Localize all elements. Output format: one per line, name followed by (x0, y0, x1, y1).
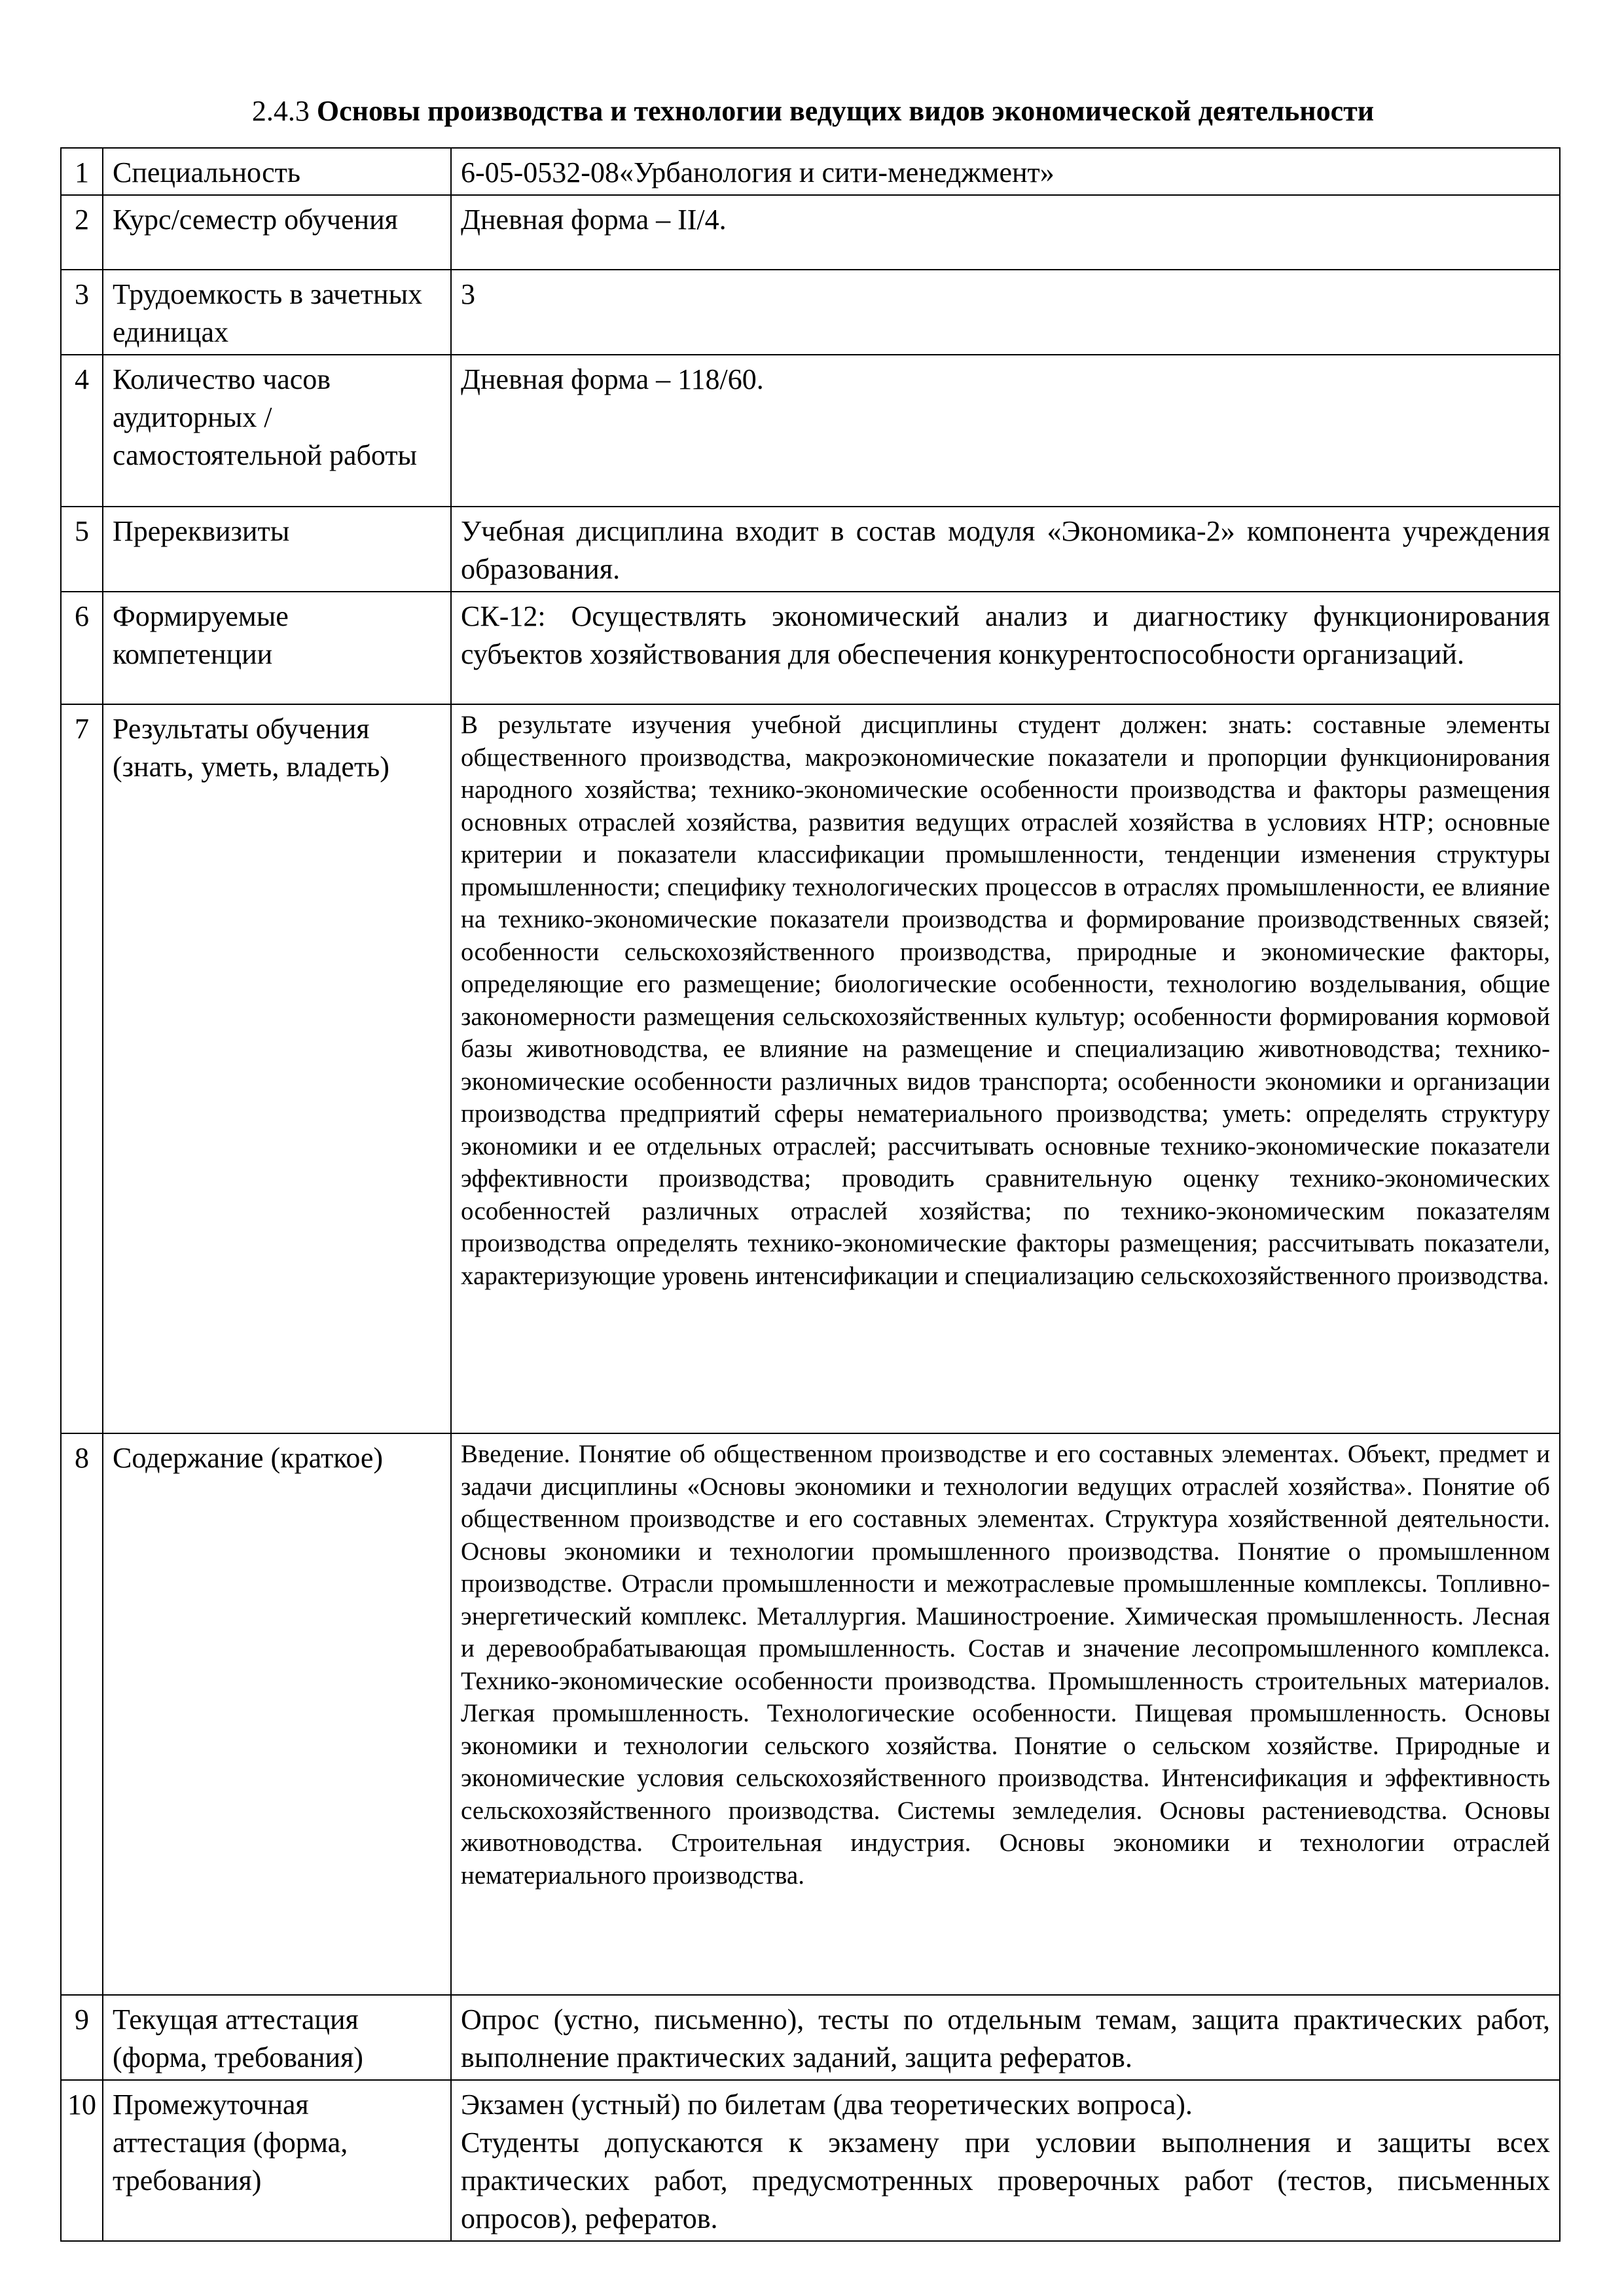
row-label: Трудоемкость в зачетных единицах (103, 270, 451, 355)
row-value: 6-05-0532-08«Урбанология и сити-менеджмент» (451, 148, 1560, 195)
table-row (61, 355, 1560, 507)
table-row (61, 195, 1560, 270)
row-label: Результаты обучения (знать, уметь, владеть) (103, 704, 451, 1433)
row-label: Специальность (103, 148, 451, 195)
table-row (61, 507, 1560, 592)
row-label: Текущая аттестация (форма, требования) (103, 1995, 451, 2080)
table-row (61, 592, 1560, 704)
row-number: 9 (61, 1995, 103, 2080)
row-number: 5 (61, 507, 103, 592)
row-value: Дневная форма – II/4. (451, 195, 1560, 270)
row-number: 6 (61, 592, 103, 704)
row-value: Дневная форма – 118/60. (451, 355, 1560, 507)
row-number: 2 (61, 195, 103, 270)
row-number: 3 (61, 270, 103, 355)
row-label: Пререквизиты (103, 507, 451, 592)
table-row (61, 270, 1560, 355)
row-value-line: Экзамен (устный) по билетам (два теоретических вопроса). (461, 2089, 1193, 2121)
row-value-line: Студенты допускаются к экзамену при условии выполнения и защиты всех практических работ, предусмотренных проверочных работ (тестов, письменных опросов), рефератов. (461, 2126, 1550, 2234)
row-label: Формируемые компетенции (103, 592, 451, 704)
discipline-table (60, 147, 1561, 2242)
row-number: 8 (61, 1433, 103, 1995)
row-label: Количество часов аудиторных / самостоятельной работы (103, 355, 451, 507)
section-number: 2.4.3 (251, 95, 310, 127)
row-number: 10 (61, 2080, 103, 2241)
section-title: Основы производства и технологии ведущих видов экономической деятельности (316, 95, 1375, 127)
row-value: Введение. Понятие об общественном производстве и его составных элементах. Объект, предмет и задачи дисциплины «Основы экономики и технологии ведущих отраслей хозяйства». Понятие об общественном производстве и его составных элементах. Структура хозяйственной деятельности. Основы экономики и технологии промышленного производства. Понятие о промышленном производстве. Отрасли промышленности и межотраслевые промышленные комплексы. Топливно-энергетический комплекс. Металлургия. Машиностроение. Химическая промышленность. Лесная и деревообрабатывающая промышленность. Состав и значение лесопромышленного комплекса. Технико-экономические особенности производства. Промышленность строительных материалов. Легкая промышленность. Технологические особенности. Пищевая промышленность. Основы экономики и технологии сельского хозяйства. Понятие о сельском хозяйстве. Природные и экономические условия сельскохозяйственного производства. Интенсификация и эффективность сельскохозяйственного производства. Системы земледелия. Основы растениеводства. Основы животноводства. Строительная индустрия. Основы экономики и технологии отраслей нематериального производства. (451, 1433, 1560, 1995)
row-value (451, 2080, 1560, 2241)
row-number: 1 (61, 148, 103, 195)
row-number: 7 (61, 704, 103, 1433)
table-row (61, 1433, 1560, 1995)
section-heading (60, 92, 1566, 131)
row-value: В результате изучения учебной дисциплины студент должен: знать: составные элементы общественного производства, макроэкономические показатели и пропорции функционирования народного хозяйства; технико-экономические особенности производства и факторы размещения основных отраслей хозяйства, развития ведущих отраслей хозяйства в условиях НТР; основные критерии и показатели классификации промышленности, тенденции изменения структуры промышленности; специфику технологических процессов в отраслях промышленности, ее влияние на технико-экономические показатели производства и формирование производственных связей; особенности сельскохозяйственного производства, природные и экономические факторы, определяющие его размещение; биологические особенности, технологию возделывания, общие закономерности размещения сельскохозяйственных культур; особенности формирования кормовой базы животноводства, ее влияние на размещение и специализацию животноводства; технико-экономические особенности различных видов транспорта; особенности экономики и организации производства предприятий сферы нематериального производства; уметь: определять структуру экономики и ее отдельных отраслей; рассчитывать основные технико-экономические показатели эффективности производства; проводить сравнительную оценку технико-экономических особенностей различных отраслей хозяйства; по технико-экономическим показателям производства определять технико-экономические факторы размещения; рассчитывать показатели, характеризующие уровень интенсификации и специализацию сельскохозяйственного производства. (451, 704, 1560, 1433)
row-value: 3 (451, 270, 1560, 355)
row-label: Содержание (краткое) (103, 1433, 451, 1995)
row-label: Промежуточная аттестация (форма, требования) (103, 2080, 451, 2241)
row-value: Опрос (устно, письменно), тесты по отдельным темам, защита практических работ, выполнение практических заданий, защита рефератов. (451, 1995, 1560, 2080)
table-row (61, 148, 1560, 195)
table-row (61, 2080, 1560, 2241)
row-value: Учебная дисциплина входит в состав модуля «Экономика-2» компонента учреждения образования. (451, 507, 1560, 592)
table-row (61, 704, 1560, 1433)
row-value: СК-12: Осуществлять экономический анализ и диагностику функционирования субъектов хозяйствования для обеспечения конкурентоспособности организаций. (451, 592, 1560, 704)
row-label: Курс/семестр обучения (103, 195, 451, 270)
row-number: 4 (61, 355, 103, 507)
table-row (61, 1995, 1560, 2080)
